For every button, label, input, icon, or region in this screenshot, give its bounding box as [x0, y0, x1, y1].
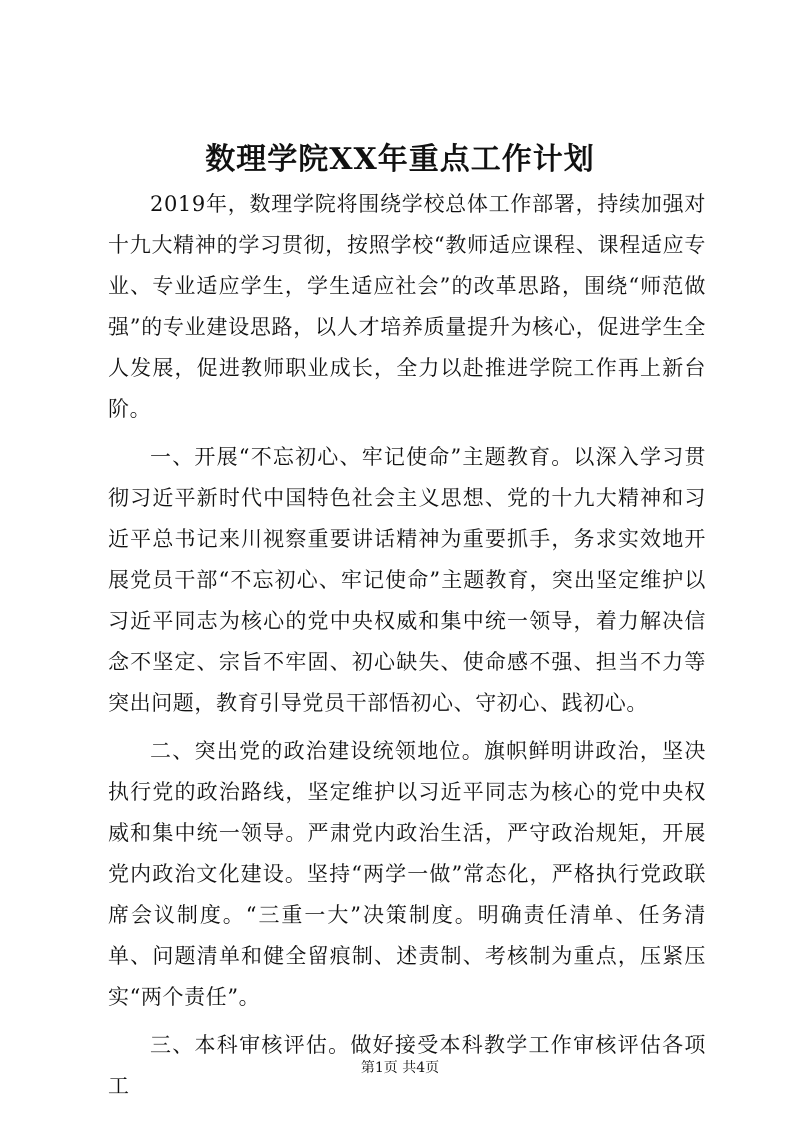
paragraph-section-3: 三、本科审核评估。做好接受本科教学工作审核评估各项工 [108, 1033, 706, 1098]
paragraph-section-2: 二、突出党的政治建设统领地位。旗帜鲜明讲政治，坚决执行党的政治路线，坚定维护以习近平同志为核心的党中央权威和集中统一领导。严肃党内政治生活，严守政治规矩，开展党内政治文化建设。坚持“两学一做”常态化，严格执行党政联席会议制度。“三重一大”决策制度。明确责任清单、任务清单、问题清单和健全留痕制、述责制、考核制为重点，压紧压实“两个责任”。 [108, 739, 706, 1009]
paragraph-section-1: 一、开展“不忘初心、牢记使命”主题教育。以深入学习贯彻习近平新时代中国特色社会主义思想、党的十九大精神和习近平总书记来川视察重要讲话精神为重要抓手，务求实效地开展党员干部“不忘初心、牢记使命”主题教育，突出坚定维护以习近平同志为核心的党中央权威和集中统一领导，着力解决信念不坚定、宗旨不牢固、初心缺失、使命感不强、担当不力等突出问题，教育引导党员干部悟初心、守初心、践初心。 [108, 445, 706, 715]
paragraph-intro: 2019年，数理学院将围绕学校总体工作部署，持续加强对十九大精神的学习贯彻，按照学校“教师适应课程、课程适应专业、专业适应学生，学生适应社会”的改革思路，围绕“师范做强”的专业建设思路，以人才培养质量提升为核心，促进学生全人发展，促进教师职业成长，全力以赴推进学院工作再上新台阶。 [108, 192, 706, 421]
document-body [108, 184, 706, 1107]
page-number-footer: 第1页 共4页 [360, 1060, 440, 1076]
document-title: 数理学院XX年重点工作计划 [205, 142, 595, 177]
